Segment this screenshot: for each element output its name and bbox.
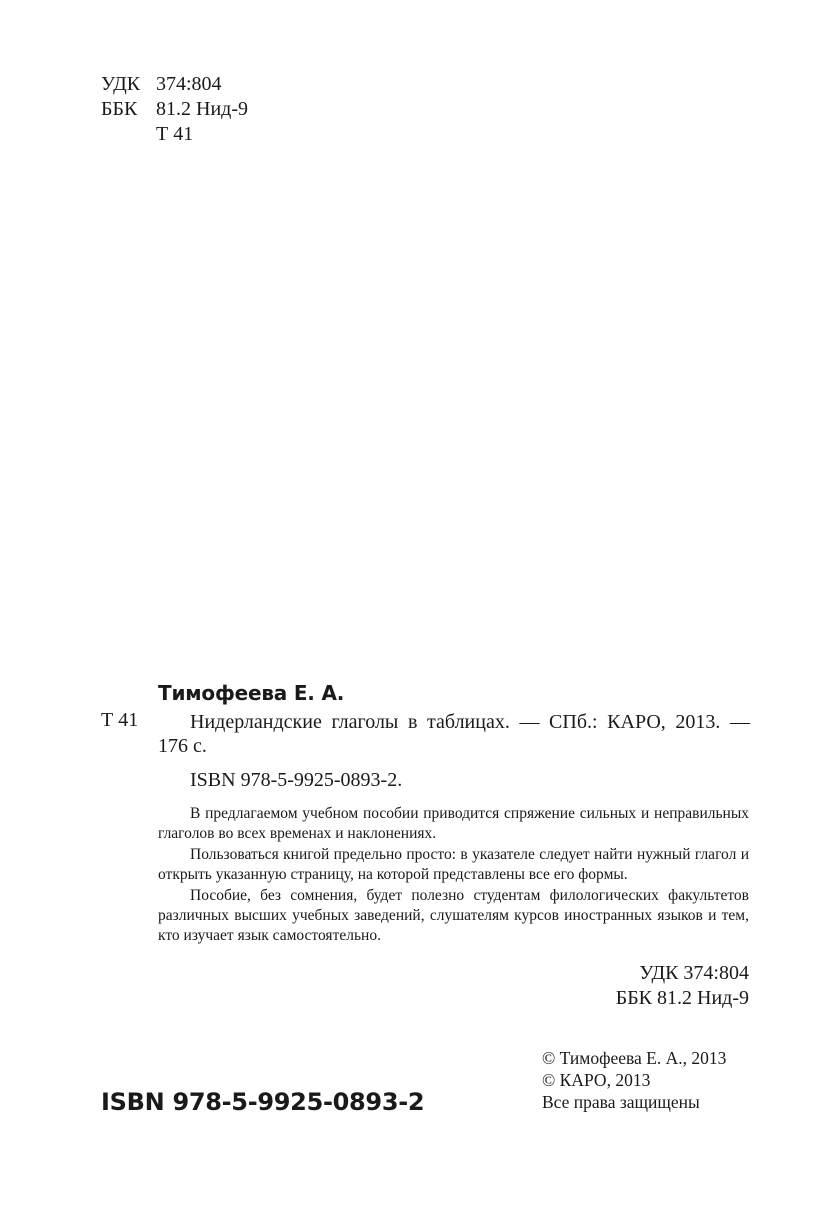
isbn-bold: ISBN 978-5-9925-0893-2 xyxy=(101,1088,425,1116)
bbk-value: 81.2 Нид-9 xyxy=(156,98,248,120)
copyright-author: © Тимофеева Е. А., 2013 xyxy=(542,1048,727,1068)
annotation-paragraph: Пособие, без сомнения, будет полезно студентам филологических факультетов различных высших учебных заведений, слушателям курсов иностранных языков и тем, кто изучает язык самостоятельно. xyxy=(158,886,749,945)
udk-label: УДК xyxy=(101,73,141,95)
copyright-publisher: © КАРО, 2013 xyxy=(542,1070,651,1090)
book-title-line: Нидерландские глаголы в таблицах. — СПб.: КАРО, 2013. — xyxy=(190,711,750,733)
bbk-row xyxy=(101,97,248,122)
annotation-paragraph: В предлагаемом учебном пособии приводится спряжение сильных и неправильных глаголов во всех временах и наклонениях. xyxy=(158,805,749,843)
book-isbn-line: ISBN 978-5-9925-0893-2. xyxy=(190,769,403,791)
rights-reserved: Все права защищены xyxy=(542,1092,700,1112)
annotation xyxy=(158,804,749,947)
author-mark: Т 41 xyxy=(156,123,194,145)
right-bbk: ББК 81.2 Нид-9 xyxy=(615,987,749,1009)
copyright-block xyxy=(542,1047,726,1113)
book-code: Т 41 xyxy=(101,709,139,731)
right-udk: УДК 374:804 xyxy=(639,962,749,984)
bbk-label: ББК xyxy=(101,98,138,120)
book-author: Тимофеева Е. А. xyxy=(158,681,345,705)
classification-codes xyxy=(101,72,248,147)
right-classification xyxy=(616,961,749,1011)
book-pages: 176 с. xyxy=(158,735,207,757)
udk-value: 374:804 xyxy=(156,73,222,95)
udk-row xyxy=(101,72,248,97)
annotation-paragraph: Пользоваться книгой предельно просто: в указателе следует найти нужный глагол и открыть указанную страницу, на которой представлены все его формы. xyxy=(158,845,749,884)
